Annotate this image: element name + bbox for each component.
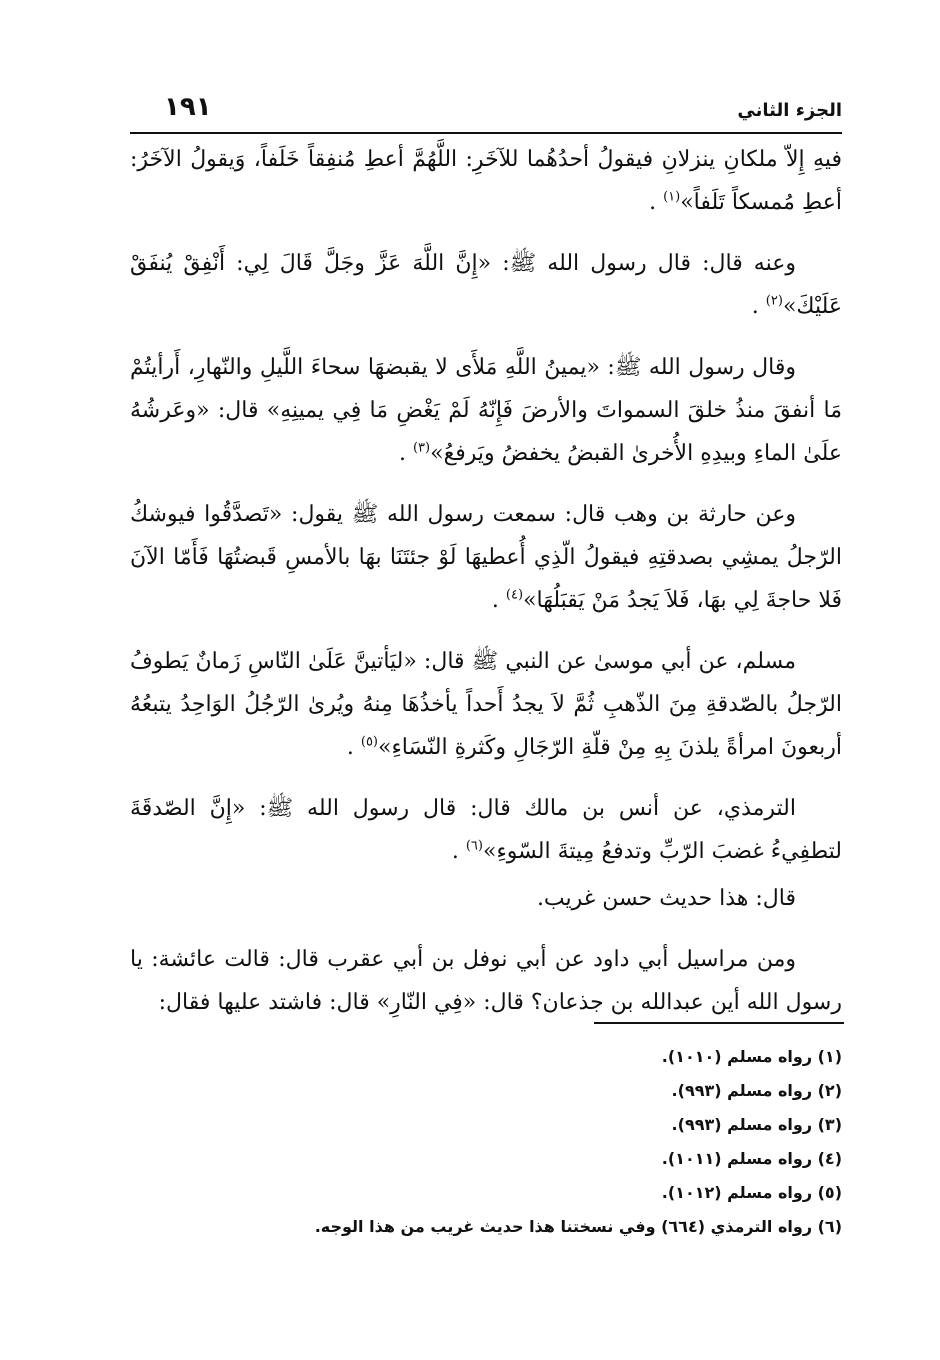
footnote-ref: (٦)	[465, 838, 483, 854]
page-number: ١٩١	[164, 92, 212, 122]
paragraph: الترمذي، عن أنس بن مالك قال: قال رسول الله ﷺ: «إِنَّ الصّدقَةَ لتطفِيءُ غضبَ الرّبِّ وتدفعُ مِيتةَ السّوءِ»$^{(٦)}$ .	[130, 796, 842, 864]
running-head: الجزء الثاني	[737, 100, 842, 121]
footnote-ref: (١)	[663, 189, 681, 205]
paragraph: ومن مراسيل أبي داود عن أبي نوفل بن أبي عقرب قال: قالت عائشة: يا رسول الله أين عبدالله بن جذعان؟ قال: «فِي النّارِ» قال: فاشتد عليها فقال:	[130, 947, 842, 1015]
paragraph: قال: هذا حديث حسن غريب.	[536, 886, 796, 911]
footnote-divider	[594, 1022, 844, 1024]
page-header	[130, 88, 842, 134]
paragraph: وقال رسول الله ﷺ: «يمينُ اللَّهِ مَلأَى لا يقبضهَا سحاءَ اللَّيلِ والنّهارِ، أَرأيتُمْ مَا أنفقَ منذُ خلقَ السمواتَ والأرضَ فَإِنّهُ لَمْ يَغْضِ مَا فِي يمينِهِ» قال: «وعَرشُهُ علَىٰ الماءِ وبيدِهِ الأُخرىٰ القبضُ يخفضُ ويَرفعُ»$^{(٣)}$ .	[130, 355, 842, 466]
main-text	[130, 138, 842, 1042]
paragraph: فيهِ إِلاّ ملكانِ ينزلانِ فيقولُ أحدُهُما للآخَرِ: اللَّهُمَّ أعطِ مُنفِقاً خَلَفاً، وَيقولُ الآخَرُ: أعطِ مُمسكاً تَلَفاً»$^{(١)}$ .	[130, 147, 842, 215]
footnote: (٤) رواه مسلم (١٠١١).	[661, 1149, 842, 1168]
footnote-ref: (٢)	[765, 293, 783, 309]
footnote: (٦) رواه الترمذي (٦٦٤) وفي نسختنا هذا حديث غريب من هذا الوجه.	[314, 1217, 842, 1236]
paragraph: مسلم، عن أبي موسىٰ عن النبي ﷺ قال: «ليَأتينَّ عَلَىٰ النّاسِ زَمانٌ يَطوفُ الرّجلُ بالصّدقةِ مِنَ الذّهبِ ثُمَّ لاَ يجدُ أَحداً يأخذُهَا مِنهُ ويُرىٰ الرّجُلُ الوَاحِدُ يتبعُهُ أربعونَ امرأةً يلذنَ بِهِ مِنْ قلّةِ الرّجَالِ وكَثرةِ النّسَاءِ»$^{(٥)}$ .	[130, 649, 842, 760]
footnote-ref: (٤)	[505, 587, 524, 603]
footnote: (٢) رواه مسلم (٩٩٣).	[671, 1081, 842, 1100]
footnote-ref: (٥)	[360, 734, 378, 750]
paragraph: وعنه قال: قال رسول الله ﷺ: «إِنَّ اللَّهَ عَزَّ وجَلَّ قَالَ لِي: أَنْفِقْ يُنفَقْ عَلَيْكَ»$^{(٢)}$ .	[130, 251, 842, 319]
paragraph: وعن حارثة بن وهب قال: سمعت رسول الله ﷺ يقول: «تَصدَّقُوا فيوشكُ الرّجلُ يمشِي بصدقتِهِ فيقولُ الّذِي أُعطيهَا لَوْ جئتَنَا بهَا بالأمسِ قَبضتُهَا فَأَمّا الآنَ فَلا حاجةَ لِي بهَا، فَلاَ يَجدُ مَنْ يَقبَلُهَا»$^{(٤)}$ .	[130, 502, 842, 613]
footnote: (٥) رواه مسلم (١٠١٢).	[661, 1183, 842, 1202]
footnotes	[130, 1040, 842, 1244]
footnote: (١) رواه مسلم (١٠١٠).	[661, 1047, 842, 1066]
footnote-ref: (٣)	[412, 440, 431, 456]
footnote: (٣) رواه مسلم (٩٩٣).	[671, 1115, 842, 1134]
